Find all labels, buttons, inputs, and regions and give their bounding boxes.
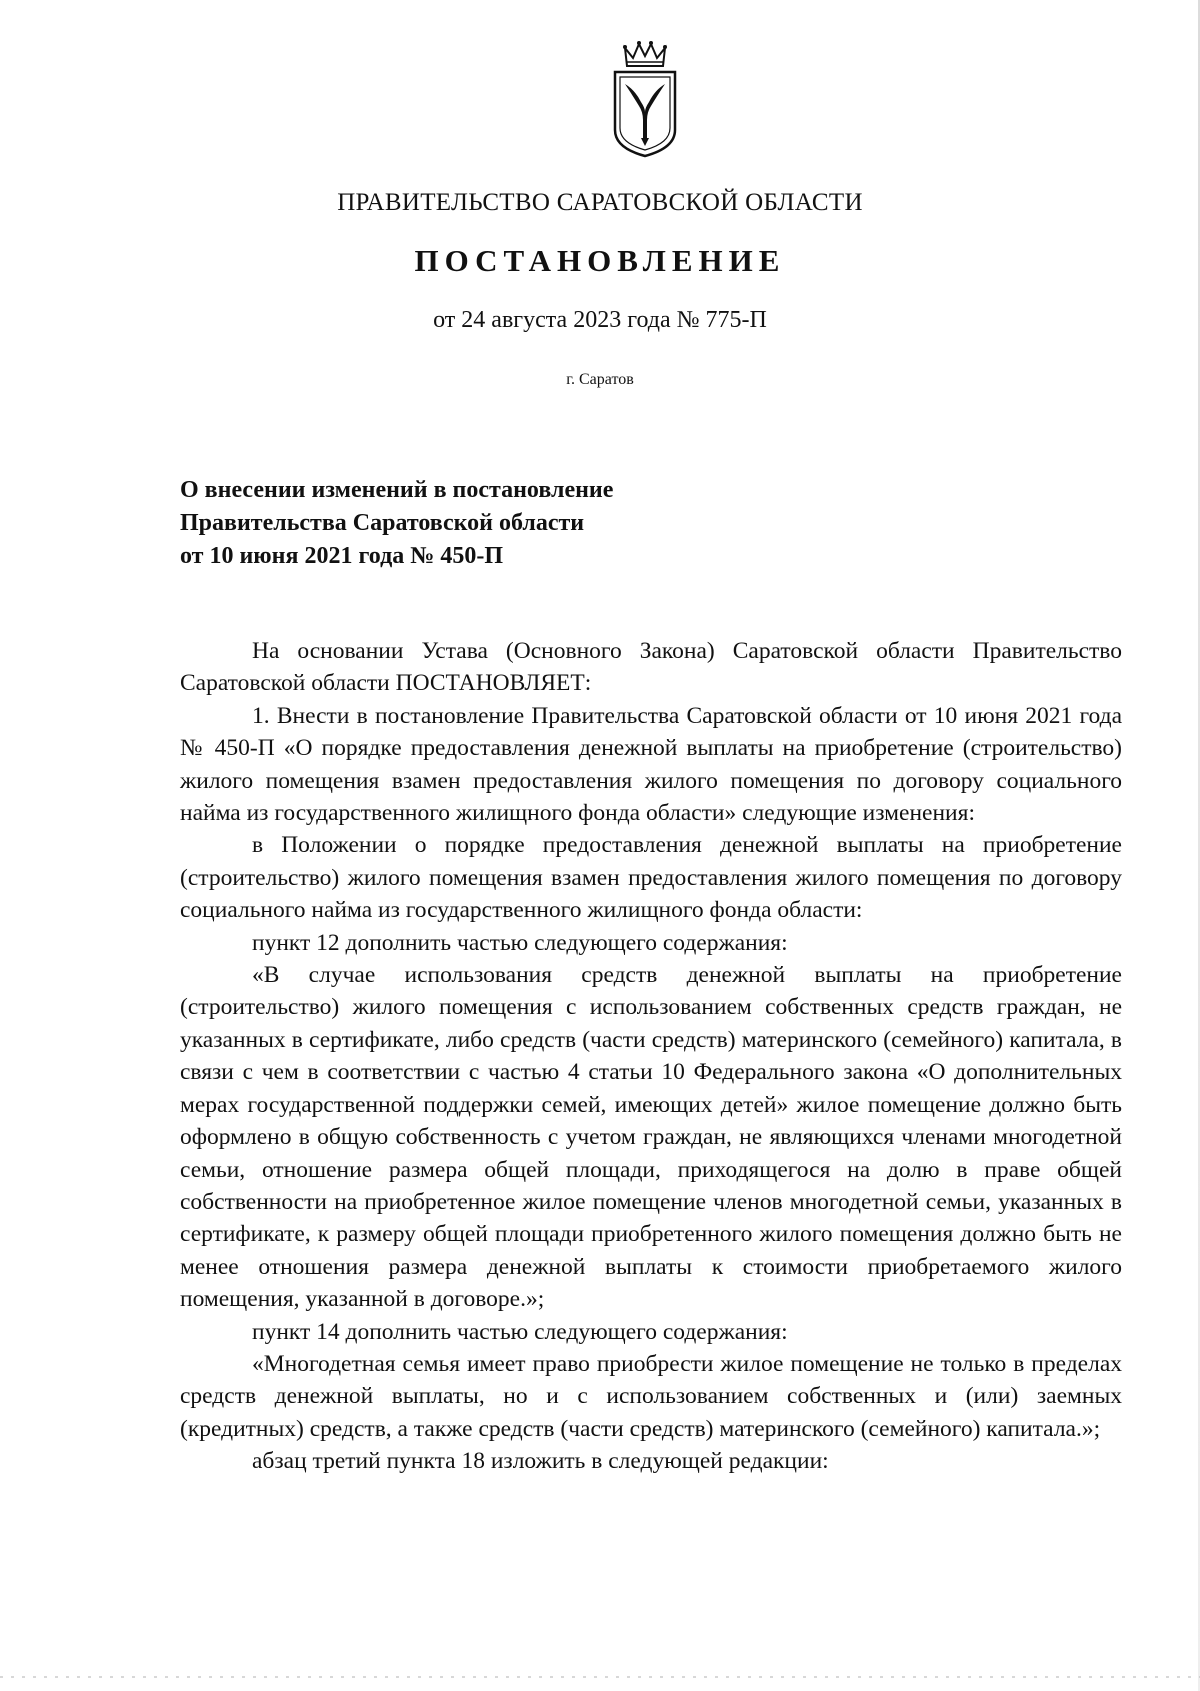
body-paragraph: пункт 12 дополнить частью следующего содержания: [252, 929, 788, 956]
saratov-coat-of-arms-icon [611, 40, 679, 158]
document-type: ПОСТАНОВЛЕНИЕ [414, 243, 786, 278]
document-date-number: от 24 августа 2023 года № 775-П [433, 307, 767, 333]
title-line: Правительства Саратовской области [180, 510, 585, 536]
document-city: г. Саратов [566, 371, 634, 388]
scan-bottom-noise [0, 1676, 1200, 1678]
title-line: О внесении изменений в постановление [180, 477, 614, 503]
body-paragraph: «Многодетная семья имеет право приобрести жилое помещение не только в пределах средств денежной выплаты, но и с использованием собственных и (или) заемных (кредитных) средств, а также средств (части средств) материнского (семейного) капитала.»; [180, 1350, 1122, 1442]
body-paragraph: в Положении о порядке предоставления денежной выплаты на приобретение (строительство) жилого помещения взамен предоставления жилого помещения по договору социального найма из государственного жилищного фонда области: [180, 832, 1122, 924]
body-paragraph: пункт 14 дополнить частью следующего содержания: [252, 1318, 788, 1345]
body-paragraph: абзац третий пункта 18 изложить в следующей редакции: [252, 1448, 829, 1475]
title-line: от 10 июня 2021 года № 450-П [180, 543, 503, 569]
body-paragraph: На основании Устава (Основного Закона) Саратовской области Правительство Саратовской области ПОСТАНОВЛЯЕТ: [180, 638, 1122, 697]
document-title [180, 474, 780, 573]
organization-name: ПРАВИТЕЛЬСТВО САРАТОВСКОЙ ОБЛАСТИ [337, 189, 863, 216]
body-paragraph: «В случае использования средств денежной выплаты на приобретение (строительство) жилого помещения с использованием собственных средств граждан, не указанных в сертификате, либо средств (части средств) материнского (семейного) капитала, в связи с чем в соответствии с частью 4 статьи 10 Федерального закона «О дополнительных мерах государственной поддержки семей, имеющих детей» жилое помещение должно быть оформлено в общую собственность с учетом граждан, не являющихся членами многодетной семьи, отношение размера общей площади, приходящегося на долю в праве общей собственности на приобретенное жилое помещение членов многодетной семьи, указанных в сертификате, к размеру общей площади приобретенного жилого помещения должно быть не менее отношения размера денежной выплаты к стоимости приобретаемого жилого помещения, указанной в договоре.»; [180, 962, 1122, 1313]
body-paragraph: 1. Внести в постановление Правительства Саратовской области от 10 июня 2021 года № 450-П «О порядке предоставления денежной выплаты на приобретение (строительство) жилого помещения взамен предоставления жилого помещения по договору социального найма из государственного жилищного фонда области» следующие изменения: [180, 702, 1122, 827]
document-body [180, 635, 1122, 1478]
